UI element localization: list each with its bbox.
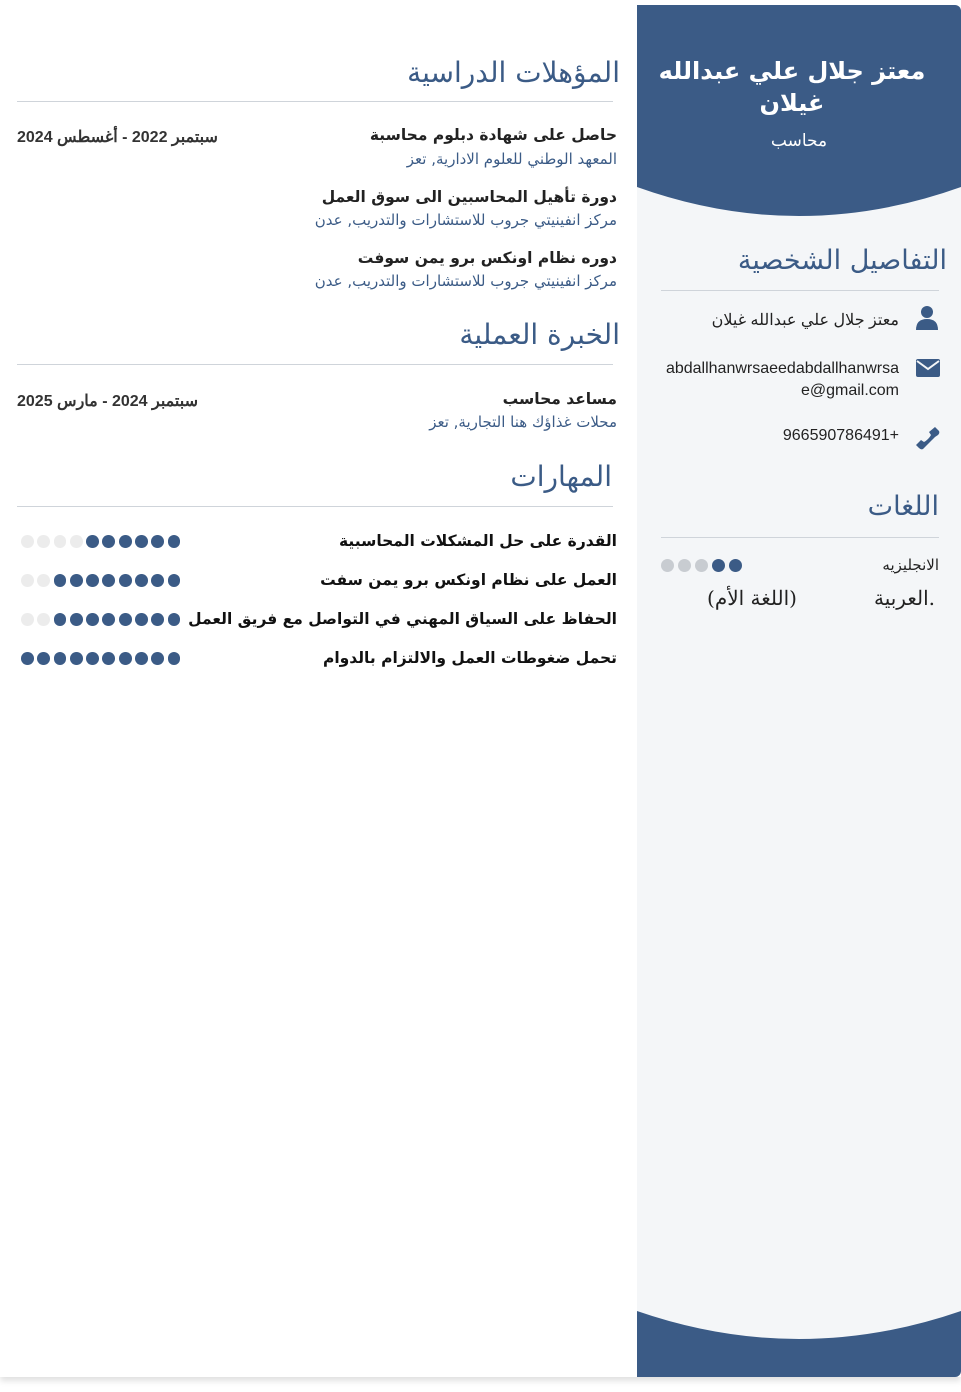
rating-dot bbox=[168, 652, 181, 665]
envelope-icon bbox=[915, 357, 939, 383]
rating-dot bbox=[151, 652, 164, 665]
rating-dot bbox=[70, 574, 83, 587]
rating-dot bbox=[54, 613, 67, 626]
job-title: محاسب bbox=[770, 131, 828, 151]
rating-dot bbox=[86, 535, 99, 548]
rating-dot bbox=[135, 652, 148, 665]
rating-dot bbox=[168, 535, 181, 548]
rating-dot bbox=[70, 652, 83, 665]
language-name: الانجليزيه bbox=[882, 556, 939, 574]
entry-institution: المعهد الوطني للعلوم الادارية, تعز bbox=[406, 150, 617, 168]
phone-icon bbox=[915, 425, 939, 451]
rating-dot bbox=[102, 574, 115, 587]
footer-background bbox=[637, 1307, 961, 1377]
rating-dot bbox=[102, 535, 115, 548]
education-title: المؤهلات الدراسية bbox=[407, 56, 620, 89]
skill-rating bbox=[21, 652, 180, 665]
divider bbox=[17, 364, 613, 365]
divider bbox=[661, 537, 939, 538]
native-language-name: العربية. bbox=[873, 586, 935, 610]
divider bbox=[17, 101, 613, 102]
skill-rating bbox=[21, 574, 180, 587]
rating-dot bbox=[119, 613, 132, 626]
rating-dot bbox=[37, 535, 50, 548]
native-language-label: (اللغة الأم) bbox=[707, 586, 797, 610]
rating-dot bbox=[661, 559, 674, 572]
experience-title: الخبرة العملية bbox=[459, 318, 620, 351]
detail-phone[interactable]: 966590786491+ bbox=[782, 427, 899, 444]
rating-dot bbox=[151, 574, 164, 587]
entry-title: مساعد محاسب bbox=[502, 390, 617, 408]
rating-dot bbox=[135, 574, 148, 587]
rating-dot bbox=[695, 559, 708, 572]
entry-date: سبتمبر 2022 - أغسطس 2024 bbox=[17, 129, 218, 146]
sidebar-footer bbox=[637, 1307, 961, 1377]
rating-dot bbox=[70, 613, 83, 626]
rating-dot bbox=[86, 613, 99, 626]
entry-title: دوره نظام اونكس برو يمن سوفت bbox=[357, 249, 617, 267]
rating-dot bbox=[729, 559, 742, 572]
rating-dot bbox=[54, 535, 67, 548]
entry-title: حاصل على شهادة دبلوم محاسبة bbox=[369, 126, 617, 144]
divider bbox=[661, 290, 939, 291]
entry-institution: مركز انفينيتي جروب للاستشارات والتدريب, عدن bbox=[314, 272, 617, 290]
candidate-name: معتز جلال علي عبدالله غيلان bbox=[658, 57, 926, 117]
skill-label: العمل على نظام اونكس برو يمن سفت bbox=[320, 571, 617, 589]
rating-dot bbox=[151, 613, 164, 626]
rating-dot bbox=[21, 574, 34, 587]
skills-title: المهارات bbox=[510, 460, 612, 493]
rating-dot bbox=[678, 559, 691, 572]
rating-dot bbox=[21, 535, 34, 548]
skill-rating bbox=[21, 613, 180, 626]
rating-dot bbox=[86, 574, 99, 587]
rating-dot bbox=[21, 652, 34, 665]
rating-dot bbox=[102, 652, 115, 665]
rating-dot bbox=[102, 613, 115, 626]
rating-dot bbox=[86, 652, 99, 665]
rating-dot bbox=[21, 613, 34, 626]
skill-label: الحفاظ على السياق المهني في التواصل مع فريق العمل bbox=[188, 610, 617, 628]
skill-label: تحمل ضغوطات العمل والالتزام بالدوام bbox=[322, 649, 617, 667]
languages-title: اللغات bbox=[867, 491, 939, 522]
rating-dot bbox=[37, 574, 50, 587]
personal-details-title: التفاصيل الشخصية bbox=[737, 245, 947, 276]
rating-dot bbox=[37, 613, 50, 626]
rating-dot bbox=[54, 574, 67, 587]
rating-dot bbox=[168, 574, 181, 587]
user-icon bbox=[915, 305, 939, 331]
entry-institution: مركز انفينيتي جروب للاستشارات والتدريب, عدن bbox=[314, 211, 617, 229]
rating-dot bbox=[119, 574, 132, 587]
rating-dot bbox=[70, 535, 83, 548]
detail-email[interactable]: abdallhanwrsaeedabdallhanwrsae@gmail.com bbox=[665, 360, 899, 399]
entry-title: دورة تأهيل المحاسبين الى سوق العمل bbox=[321, 188, 617, 206]
rating-dot bbox=[712, 559, 725, 572]
rating-dot bbox=[168, 613, 181, 626]
sidebar bbox=[637, 5, 961, 1377]
skill-label: القدرة على حل المشكلات المحاسبية bbox=[339, 532, 617, 550]
rating-dot bbox=[54, 652, 67, 665]
rating-dot bbox=[151, 535, 164, 548]
language-rating bbox=[661, 559, 742, 572]
rating-dot bbox=[119, 652, 132, 665]
rating-dot bbox=[37, 652, 50, 665]
rating-dot bbox=[135, 613, 148, 626]
sidebar-header bbox=[637, 5, 961, 217]
detail-name: معتز جلال علي عبدالله غيلان bbox=[711, 312, 899, 329]
rating-dot bbox=[135, 535, 148, 548]
entry-company: محلات غذاؤك هنا التجارية, تعز bbox=[429, 413, 617, 431]
skill-rating bbox=[21, 535, 180, 548]
divider bbox=[17, 506, 613, 507]
rating-dot bbox=[119, 535, 132, 548]
entry-date: سبتمبر 2024 - مارس 2025 bbox=[17, 393, 198, 410]
